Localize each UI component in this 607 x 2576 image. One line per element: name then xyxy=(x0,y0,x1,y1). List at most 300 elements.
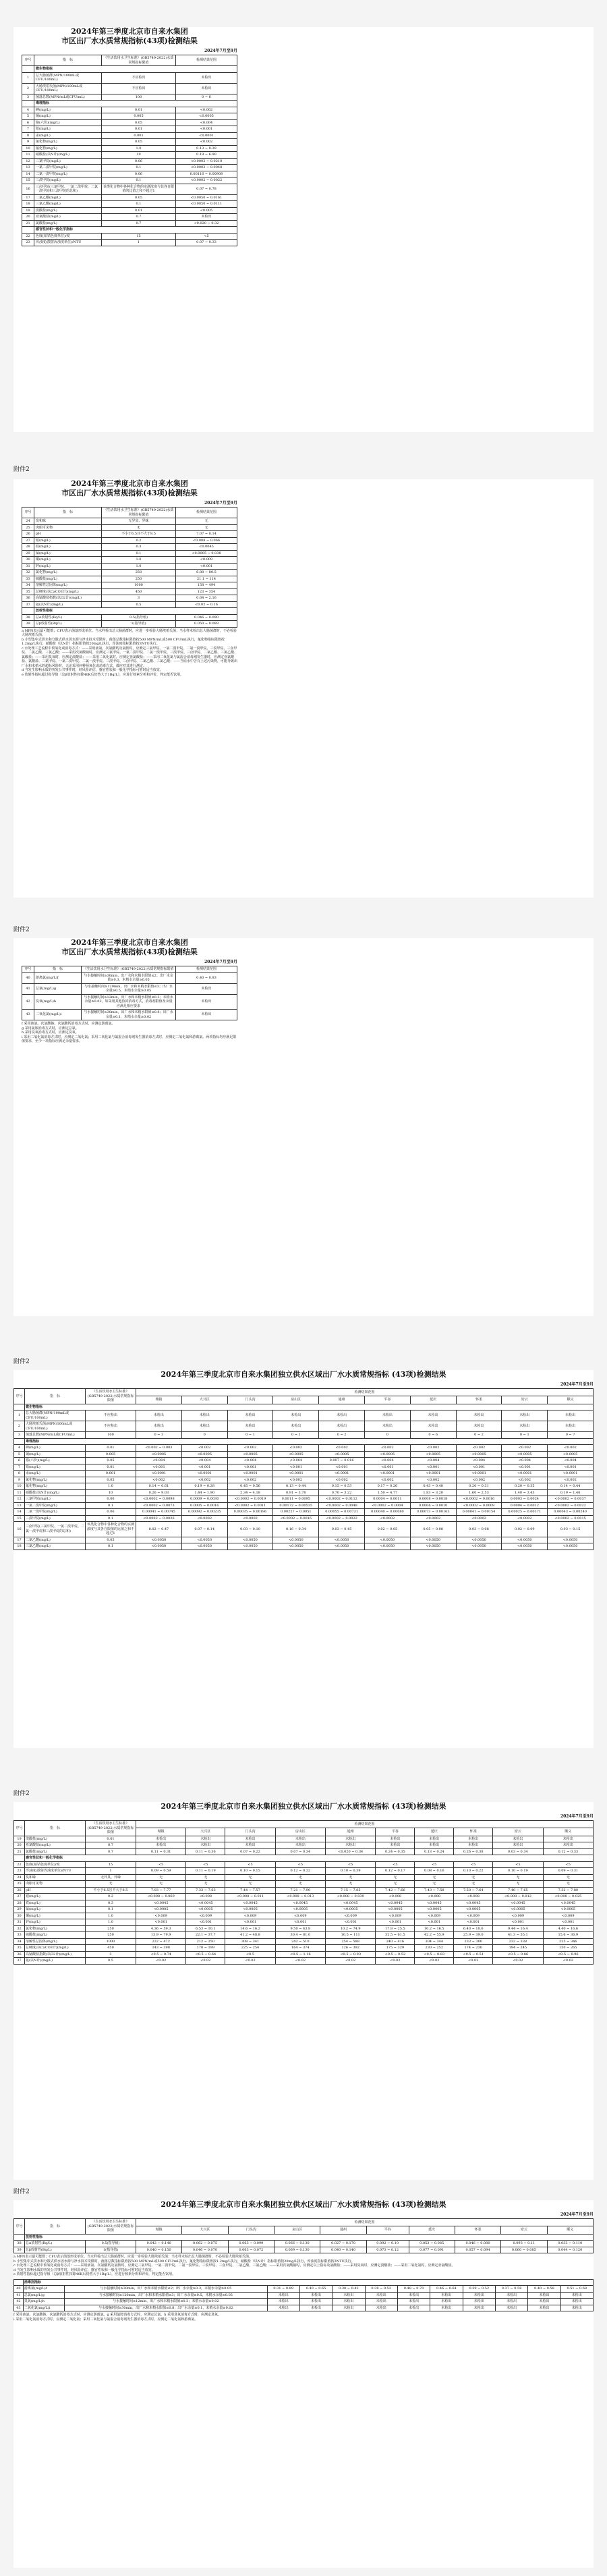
header-row xyxy=(14,2219,594,2226)
row-no: 36 xyxy=(14,1951,25,1958)
result-value: <0.002 xyxy=(364,1477,410,1483)
table-row xyxy=(14,1932,594,1939)
limit-value: 不应检出 xyxy=(102,72,176,83)
town-header: 密云 xyxy=(493,1828,543,1836)
result-value: <5 xyxy=(543,1861,593,1868)
indicator-name: 氨(以N计)(mg/L) xyxy=(34,601,102,608)
result-value: 0 ~ 7 xyxy=(548,1432,594,1439)
indicator-name: 二氧化氯(mg/L)i xyxy=(23,2305,64,2311)
row-no: 26 xyxy=(22,531,34,538)
row-no: 40 xyxy=(14,2286,24,2293)
limit-value: 0.01 xyxy=(102,107,176,113)
table-row xyxy=(14,1881,594,1888)
result-value: <0.0050 xyxy=(319,1543,365,1550)
result-value: 0.063 ~ 0.099 xyxy=(228,2241,274,2247)
result-value: 未检出 xyxy=(176,994,237,1010)
result-value: 0.64 ~ 2.16 xyxy=(176,595,237,602)
limit-value: 10 xyxy=(86,1489,136,1496)
result-value: 0.03 ~ 0.34 xyxy=(493,1848,543,1855)
result-value: 未检出 xyxy=(319,1410,365,1421)
result-value: <0.002 xyxy=(273,1477,319,1483)
town-header: 城镇 xyxy=(136,1396,182,1404)
result-value: <0.001 xyxy=(186,1919,225,1926)
result-value: 212 ~ 250 xyxy=(186,1938,225,1945)
result-value: 0.0008 ~ 0.0018 xyxy=(410,1496,456,1503)
page-1 xyxy=(13,27,594,432)
limit-value: 与水接触时间≥30min，出厂水和末梢水限值≤0.8；出厂水余量≥0.1，末梢水余量≥0.02 xyxy=(82,1010,176,1020)
result-value: <0.0050 xyxy=(502,1543,548,1550)
limit-value: 0.5(指导值) xyxy=(102,614,176,621)
limit-value: 250 xyxy=(86,1932,136,1939)
result-value: <0.0001 xyxy=(136,1471,182,1477)
result-value: <0.5 ~ 0.86 xyxy=(493,1951,543,1958)
row-no: 16 xyxy=(14,1522,25,1537)
result-value: 25.9 ~ 39.0 xyxy=(454,1932,493,1939)
result-value: 0.11 ~ 0.19 xyxy=(186,1868,225,1875)
indicator-name: 菌落总数(MPN/mL或CFU/mL) xyxy=(34,94,102,101)
row-no: 16 xyxy=(22,184,34,194)
result-value: <0.0001 xyxy=(410,1471,456,1477)
result-value: 未检出 xyxy=(543,1842,593,1849)
result-value: 0.12 ~ 0.17 xyxy=(376,1868,415,1875)
row-no: 22 xyxy=(22,233,34,240)
row-no: 37 xyxy=(22,601,34,608)
table-row xyxy=(14,1515,594,1522)
section-heading: 毒理指标 xyxy=(25,1438,594,1445)
result-value: 1.40 ~ 3.43 xyxy=(502,1489,548,1496)
table-row xyxy=(22,83,237,94)
limit-value: 1.0 xyxy=(86,1913,136,1919)
result-value: 0.37 ~ 0.58 xyxy=(495,2286,527,2293)
result-value: 0.24 ~ 0.35 xyxy=(376,1848,415,1855)
limit-value: 0.2 xyxy=(86,1894,136,1900)
result-value: 未检出 xyxy=(176,83,237,94)
doc-date: 2024年7月至9月 xyxy=(204,501,237,505)
result-value: 0.02 ~ 0.09 xyxy=(502,1522,548,1537)
row-no: 2 xyxy=(14,1421,25,1432)
result-value: <0.5 ~ 0.64 xyxy=(186,1951,225,1958)
indicator-name: 铜(mg/L) xyxy=(34,557,102,564)
result-value: 0.0003 ~ 0.0024 xyxy=(502,1496,548,1503)
section-heading: 毒理指标 xyxy=(34,101,237,107)
town-header: 怀柔 xyxy=(455,2226,500,2234)
indicator-name: 三溴甲烷(mg/L) xyxy=(25,1515,86,1522)
result-value: 无 xyxy=(415,1874,454,1881)
result-value: <0.0050 xyxy=(227,1543,273,1550)
row-no: 11 xyxy=(14,1489,25,1496)
result-value: 240 ~ 416 xyxy=(376,1938,415,1945)
limit-value: 0.05 xyxy=(86,1537,136,1543)
result-value: <0.004 xyxy=(364,1458,410,1464)
header-row xyxy=(14,1821,594,1828)
result-value: 0.20 ~ 0.31 xyxy=(456,1483,502,1490)
result-value: 6.53 ~ 10.1 xyxy=(186,1925,225,1932)
town-header: 密云 xyxy=(501,2226,547,2234)
indicator-name: 肉眼可见物 xyxy=(34,524,102,531)
result-value: <0.0050 ~ 0.0161 xyxy=(176,194,237,201)
result-value: 7.40 ~ 7.65 xyxy=(493,1887,543,1894)
result-value: 0.00092 ~ 0.00235 xyxy=(181,1509,227,1516)
result-value: 0.07 ~ 0.33 xyxy=(176,240,237,246)
result-value: 未检出 xyxy=(463,2299,495,2305)
indicator-name: 氰化物(mg/L) xyxy=(34,139,102,146)
result-value: 未检出 xyxy=(176,214,237,221)
result-value: 7.33 ~ 7.63 xyxy=(186,1887,225,1894)
result-value: <5 xyxy=(376,1861,415,1868)
result-value: <0.0045 xyxy=(415,1900,454,1907)
row-no: 38 xyxy=(14,2241,25,2247)
result-value: <0.001 xyxy=(275,1919,325,1926)
result-value: 未检出 xyxy=(225,1836,275,1842)
indicator-name: 二氧化氯(mg/L)i xyxy=(34,1010,82,1020)
indicator-name: 铬(六价)(mg/L) xyxy=(25,1458,86,1464)
result-value: <0.0002 ~ 0.0037 xyxy=(548,1496,594,1503)
indicator-name: 氯酸盐(mg/L) xyxy=(25,1848,86,1855)
result-value: 未检出 xyxy=(365,2305,397,2311)
result-value: 未检出 xyxy=(333,2299,365,2305)
indicator-name: 砷(mg/L) xyxy=(25,1445,86,1452)
result-value: 0.03 ~ 0.10 xyxy=(227,1522,273,1537)
limit-value: 无异臭、异味 xyxy=(102,518,176,525)
result-value: <0.009 xyxy=(454,1913,493,1919)
result-value: 0.19 ~ 1.46 xyxy=(548,1489,594,1496)
result-value: <0.0050 xyxy=(364,1543,410,1550)
town-header: 平谷 xyxy=(376,1828,415,1836)
table-row xyxy=(14,1958,594,1965)
limit-value: 该类化合物中各种化合物的实测浓度与其各自限值的比值之和不超过1 xyxy=(102,184,176,194)
result-value: <0.0002 ~ 0.0004 xyxy=(364,1502,410,1509)
result-value: 225 ~ 346 xyxy=(543,1938,593,1945)
row-no: 33 xyxy=(14,1932,25,1939)
result-value: <0.02 xyxy=(543,1958,593,1965)
result-value: 未检出 xyxy=(560,2305,593,2311)
result-value: <5 xyxy=(136,1861,186,1868)
indicator-name: 总α放射性(Bq/L) xyxy=(34,614,102,621)
row-no: 29 xyxy=(14,1907,25,1913)
indicator-name: 色度(铂钴色度单位)/度 xyxy=(25,1861,86,1868)
result-value: <0.002 xyxy=(181,1477,227,1483)
limit-value: 0.06 xyxy=(86,1496,136,1503)
result-value: 7.07 ~ 8.14 xyxy=(176,531,237,538)
row-no: 30 xyxy=(14,1913,25,1919)
indicator-name: 锌(mg/L) xyxy=(25,1919,86,1926)
limit-value: 450 xyxy=(86,1945,136,1952)
row-no: 39 xyxy=(22,621,34,628)
result-value: <0.009 xyxy=(275,1913,325,1919)
indicator-name: 浑浊度(散射浑浊度单位)/NTU xyxy=(34,240,102,246)
result-value: <0.009 xyxy=(493,1913,543,1919)
col-result: 检测结果范围 xyxy=(136,2219,594,2226)
limit-value: 0.05 xyxy=(86,1458,136,1464)
result-value: <0.0050 xyxy=(410,1543,456,1550)
result-value: 无 xyxy=(454,1874,493,1881)
limit-value: 1(指导值) xyxy=(86,2247,136,2253)
limit-value: 0.06 xyxy=(102,171,176,177)
result-value: 6.40 ~ 10.6 xyxy=(454,1925,493,1932)
result-value: <0.0001 xyxy=(319,1471,365,1477)
result-value: <0.0002 xyxy=(181,1515,227,1522)
table-row xyxy=(22,557,237,564)
result-value: 未检出 xyxy=(186,1842,225,1849)
footnote: f 采用液氯、次氯酸钠、次氯酸钙消毒方式时，应测定游离氯。 xyxy=(22,1022,115,1026)
table-row xyxy=(14,1438,594,1445)
result-value: <0.002 xyxy=(273,1445,319,1452)
result-value: <0.0005 xyxy=(275,1907,325,1913)
result-value: 1.50 ~ 4.77 xyxy=(364,1489,410,1496)
indicator-name: pH xyxy=(34,531,102,538)
result-value: <0.001 xyxy=(273,1464,319,1471)
indicator-name: 大肠埃希氏菌(MPN/100mL或CFU/100mL) xyxy=(25,1421,86,1432)
result-value: 未检出 xyxy=(463,2292,495,2299)
row-no: 6 xyxy=(22,119,34,126)
result-value: 未检出 xyxy=(493,1842,543,1849)
table-row xyxy=(22,233,237,240)
result-value: <0.009 xyxy=(176,557,237,564)
town-header: 顺义 xyxy=(548,1396,594,1404)
page-2 xyxy=(13,479,594,898)
town-header: 通州 xyxy=(326,1828,376,1836)
row-no: 33 xyxy=(22,576,34,582)
row-no: 1 xyxy=(22,72,34,83)
result-value: <0.02 xyxy=(225,1958,275,1965)
limit-value: 与水接触时间≥12min，出厂水和末梢水限值≤0.3；末梢水余量≥0.02 xyxy=(65,2299,267,2305)
result-value: <0.0002 ~ 0.0210 xyxy=(176,158,237,165)
result-value: 0.40 ~ 0.83 xyxy=(176,972,237,983)
indicator-name: 肉眼可见物 xyxy=(25,1881,86,1888)
footnote: h 采用臭氧消毒方式时，应测定臭氧。 xyxy=(22,1031,79,1035)
limit-value: 1.0 xyxy=(102,145,176,152)
result-value: 未检出 xyxy=(454,1842,493,1849)
indicator-name: 三氯乙酸(mg/L) xyxy=(25,1543,86,1550)
table-row xyxy=(22,139,237,146)
footnotes-bottom xyxy=(13,2313,594,2322)
indicator-name: 溴酸盐(mg/L) xyxy=(34,207,102,214)
town-header: 怀柔 xyxy=(454,1828,493,1836)
result-value: <0.002 xyxy=(181,1445,227,1452)
result-value: 9.50 ~ 63.8 xyxy=(275,1925,325,1932)
result-value: 254 ~ 588 xyxy=(326,1938,376,1945)
section-heading: 微生物指标 xyxy=(34,66,237,73)
result-value: <0.0005 xyxy=(136,1907,186,1913)
wide-title: 2024年第三季度北京市自来水集团独立供水区域出厂水水质常规指标 (43项)检测结果 xyxy=(161,1370,446,1379)
limit-value: 0.7 xyxy=(102,220,176,227)
table-row xyxy=(14,2279,594,2286)
result-value: <0.0045 xyxy=(543,1900,593,1907)
result-value: 0 ~ 6 xyxy=(410,1432,456,1439)
indicator-name: 氟化物(mg/L) xyxy=(34,145,102,152)
result-value: <0.004 xyxy=(176,119,237,126)
result-value: <0.0050 xyxy=(548,1537,594,1543)
town-header: 城镇 xyxy=(136,1828,186,1836)
result-value: 未检出 xyxy=(275,1836,325,1842)
table-row xyxy=(22,72,237,83)
result-value: <0.0005 xyxy=(502,1451,548,1458)
result-value: 0.063 ~ 0.072 xyxy=(228,2247,274,2253)
row-no: 34 xyxy=(14,1938,25,1945)
table-row xyxy=(14,1848,594,1855)
result-value: <0.002 xyxy=(136,1477,182,1483)
row-no: 20 xyxy=(14,1842,25,1849)
result-value: 41.2 ~ 48.8 xyxy=(225,1932,275,1939)
result-value: 0.03 ~ 0.08 xyxy=(456,1522,502,1537)
result-value: 无 xyxy=(543,1881,593,1888)
footnotes xyxy=(22,1022,237,1044)
result-value: <0.0001 xyxy=(548,1471,594,1477)
limit-value: 0.05 xyxy=(86,1477,136,1483)
table-row xyxy=(14,2286,594,2293)
footnote: d 当发生影响水质的突发公共事件时，经风险评估，感官性状和一般化学指标可暂时适当放宽。 xyxy=(22,668,163,672)
result-value: 143 ~ 398 xyxy=(136,1945,186,1952)
result-value: <0.008 xyxy=(415,1894,454,1900)
result-value: 7.42 ~ 7.66 xyxy=(376,1887,415,1894)
result-value: 14.6 ~ 16.2 xyxy=(225,1925,275,1932)
result-value: <0.0002 ~ 0.0098 xyxy=(136,1496,182,1503)
table-row xyxy=(14,2299,594,2305)
limit-value: 不小于6.5且不大于8.5 xyxy=(102,531,176,538)
footnote: b 小型集中式供水和分散式供水因水源与净水技术受限时，菌落总数指标限值按500 MPN/mL或500 CFU/mL执行，氟化物指标限值按1.2mg/L执行，硝酸盐（以N计）指标限值按20mg/L执行，浑浊度指标限值按3NTU执行。 xyxy=(13,2259,355,2264)
result-value: 未检出 xyxy=(495,2292,527,2299)
doc-date: 2024年7月至9月 xyxy=(560,1382,594,1387)
limit-value: 15 xyxy=(86,1861,136,1868)
result-value: 0.08 ~ 0.16 xyxy=(415,1868,454,1875)
result-value: 0.0011 ~ 0.0095 xyxy=(273,1496,319,1503)
indicator-name: 溶解性总固体(mg/L) xyxy=(34,582,102,589)
result-value: <0.0045 xyxy=(136,1900,186,1907)
result-value: 0.060 ~ 0.085 xyxy=(501,2247,547,2253)
result-value: 0.26 ~ 0.38 xyxy=(454,1848,493,1855)
result-value: 未检出 xyxy=(186,1836,225,1842)
indicator-name: 铅(mg/L) xyxy=(34,126,102,133)
table-row xyxy=(14,1502,594,1509)
indicator-name: 总β放射性(Bq/L) xyxy=(34,621,102,628)
table-row xyxy=(14,1458,594,1464)
result-value: 0.057 ~ 0.094 xyxy=(455,2247,500,2253)
page-3 xyxy=(13,938,594,1316)
table-row xyxy=(14,1855,594,1862)
town-header: 延庆 xyxy=(409,2226,455,2234)
result-value: 未检出 xyxy=(299,2299,332,2305)
table-row xyxy=(22,518,237,525)
result-value: 未检出 xyxy=(267,2299,299,2305)
result-value: <0.0045 xyxy=(225,1900,275,1907)
row-no: 34 xyxy=(22,582,34,589)
limit-value: 0.3 xyxy=(102,544,176,551)
result-value: 未检出 xyxy=(136,1410,182,1421)
result-value: <0.0005 xyxy=(548,1451,594,1458)
footnote: c 水处理工艺流程中预氧化或消毒方式：——采用液氯、次氯酸钙及氯胺时，应测定三氯甲烷、一氯二溴甲烷、二氯一溴甲烷、三溴甲烷、三卤甲烷、二氯乙酸、三氯乙酸；——采用次氯酸钠时，应测定以上指标及氯酸盐；——采用臭氧时，应测定溴酸盐；——采用二氧化氯时，应测定亚氯酸盐。 xyxy=(13,2264,455,2268)
limit-value: 0.3 xyxy=(86,1900,136,1907)
result-value: 未检出 xyxy=(410,1410,456,1421)
result-value: 126 ~ 392 xyxy=(326,1945,376,1952)
result-value: 0.07 ~ 0.34 xyxy=(275,1848,325,1855)
result-value: 7.32 ~ 7.80 xyxy=(543,1887,593,1894)
table-row xyxy=(14,1537,594,1543)
table-row xyxy=(14,1919,594,1926)
section-heading: 微生物指标 xyxy=(25,1404,594,1410)
table-row xyxy=(22,165,237,171)
result-value: <0.0002 ~ 0.0112 xyxy=(319,1496,365,1503)
result-value: <0.0005 xyxy=(415,1907,454,1913)
result-value: 222 ~ 472 xyxy=(136,1938,186,1945)
table-row xyxy=(22,201,237,208)
result-value: 未检出 xyxy=(430,2305,463,2311)
result-value: 0.31 ~ 0.89 xyxy=(267,2286,299,2293)
result-value: <0.008 ~ 0.025 xyxy=(543,1894,593,1900)
footnote: f 采用液氯、次氯酸钠、次氯酸钙消毒方式时，应测定游离氯。g 采用氯胺消毒方式时，应测定总氯。h 采用臭氧消毒方式时，应测定臭氧。 xyxy=(13,2313,222,2317)
row-no: 42 xyxy=(22,994,34,1010)
limit-value: 1.0 xyxy=(86,1483,136,1490)
indicator-name: 大肠埃希氏菌(MPN/100mL或CFU/100mL) xyxy=(34,83,102,94)
result-value: <0.02 xyxy=(326,1958,376,1965)
row-no: 7 xyxy=(22,126,34,133)
footnote: i 采用二氧化氯消毒方式时，应测定二氧化氯；采用二氧化氯与氯混合消毒剂发生器消毒方式时，应测定二氧化氯和游离氯。 xyxy=(13,2317,198,2322)
result-value: <0.0045 xyxy=(186,1900,225,1907)
result-value: <0.0005 xyxy=(493,1907,543,1913)
result-value: <0.002 xyxy=(548,1445,594,1452)
limit-value: 该类化合物中各种化合物的实测浓度与其各自限值的比值之和不超过1 xyxy=(86,1522,136,1537)
indicator-name: 三溴甲烷(mg/L) xyxy=(34,177,102,184)
result-value: 0.00172 ~ 0.00535 xyxy=(273,1502,319,1509)
result-value: 0.053 ~ 0.085 xyxy=(409,2241,455,2247)
table-row xyxy=(14,2292,594,2299)
result-value: 10.2 ~ 74.9 xyxy=(326,1925,376,1932)
result-value: <0.0005 xyxy=(456,1451,502,1458)
table-row xyxy=(14,1445,594,1452)
indicator-name: 总氯(mg/L)g xyxy=(34,983,82,994)
result-value: 164 ~ 374 xyxy=(275,1945,325,1952)
result-value: <0.0001 xyxy=(273,1471,319,1477)
row-no: 40 xyxy=(22,972,34,983)
row-no xyxy=(14,1855,25,1862)
result-value: 未检出 xyxy=(528,2299,560,2305)
result-value: 32.5 ~ 61.5 xyxy=(376,1932,415,1939)
result-value: 无 xyxy=(415,1881,454,1888)
limit-value: 0.2 xyxy=(102,537,176,544)
row-no: 27 xyxy=(22,537,34,544)
footnote: c 水处理工艺流程中预氧化或消毒方式：——采用液氯、次氯酸钙及氯胺时，应测定三氯甲烷、一氯二溴甲烷、二氯一溴甲烷、三溴甲烷、三卤甲烷、二氯乙酸、三氯乙酸；——采用次氯酸钠时，应测定三氯甲烷、一氯二溴甲烷、二氯一溴甲烷、三溴甲烷、三卤甲烷、二氯乙酸、三氯乙酸、氯酸盐；——采用臭氧时，应测定溴酸盐；——采用二氧化氯时，应测定亚氯酸盐；——采用二氧化氯与氯混合消毒剂发生器时，应测定亚氯酸盐、氯酸盐、三氯甲烷、一氯二溴甲烷、二氯一溴甲烷、三溴甲烷、三卤甲烷、二氯乙酸、三氯乙酸；——当原水中含有上述污染物，可能导致出厂水和末梢水的超标风险时，无论采用何种预氧化或消毒方式，都应对其进行测定。 xyxy=(22,646,238,668)
result-value: 0.073 ~ 0.12 xyxy=(366,2247,409,2253)
table-row xyxy=(22,66,237,73)
result-value: 4.36 ~ 59.3 xyxy=(136,1925,186,1932)
result-value: <0.001 xyxy=(227,1464,273,1471)
row-no: 41 xyxy=(14,2292,24,2299)
indicator-name: 铁(mg/L) xyxy=(34,544,102,551)
result-value: 0.15 ~ 0.53 xyxy=(319,1483,365,1490)
result-value: 无 xyxy=(136,1881,186,1888)
limit-value: 无 xyxy=(86,1881,136,1888)
result-value: 未检出 xyxy=(136,1842,186,1849)
result-value: <0.002 xyxy=(502,1445,548,1452)
result-value: <0.004 xyxy=(456,1458,502,1464)
result-value: <0.002 xyxy=(364,1445,410,1452)
result-value: 未检出 xyxy=(415,1842,454,1849)
result-value: <0.009 xyxy=(136,1913,186,1919)
row-no: 43 xyxy=(22,1010,34,1020)
result-value: <0.008 ~ 0.039 xyxy=(326,1894,376,1900)
result-value: 0.26 ~ 9.03 xyxy=(136,1489,182,1496)
result-value: 0.09 ~ 0.31 xyxy=(543,1868,593,1875)
result-value: <0.0005 xyxy=(376,1907,415,1913)
table-row xyxy=(22,576,237,582)
result-value: <0.0005 xyxy=(225,1907,275,1913)
table-row xyxy=(14,1874,594,1881)
result-value: 无 xyxy=(275,1881,325,1888)
limit-value: 0.7 xyxy=(102,214,176,221)
result-value: 0.027 ~ 0.170 xyxy=(320,2241,366,2247)
result-value: 无 xyxy=(225,1881,275,1888)
result-value: 0.10 ~ 0.22 xyxy=(454,1868,493,1875)
result-value: <0.001 xyxy=(493,1919,543,1926)
